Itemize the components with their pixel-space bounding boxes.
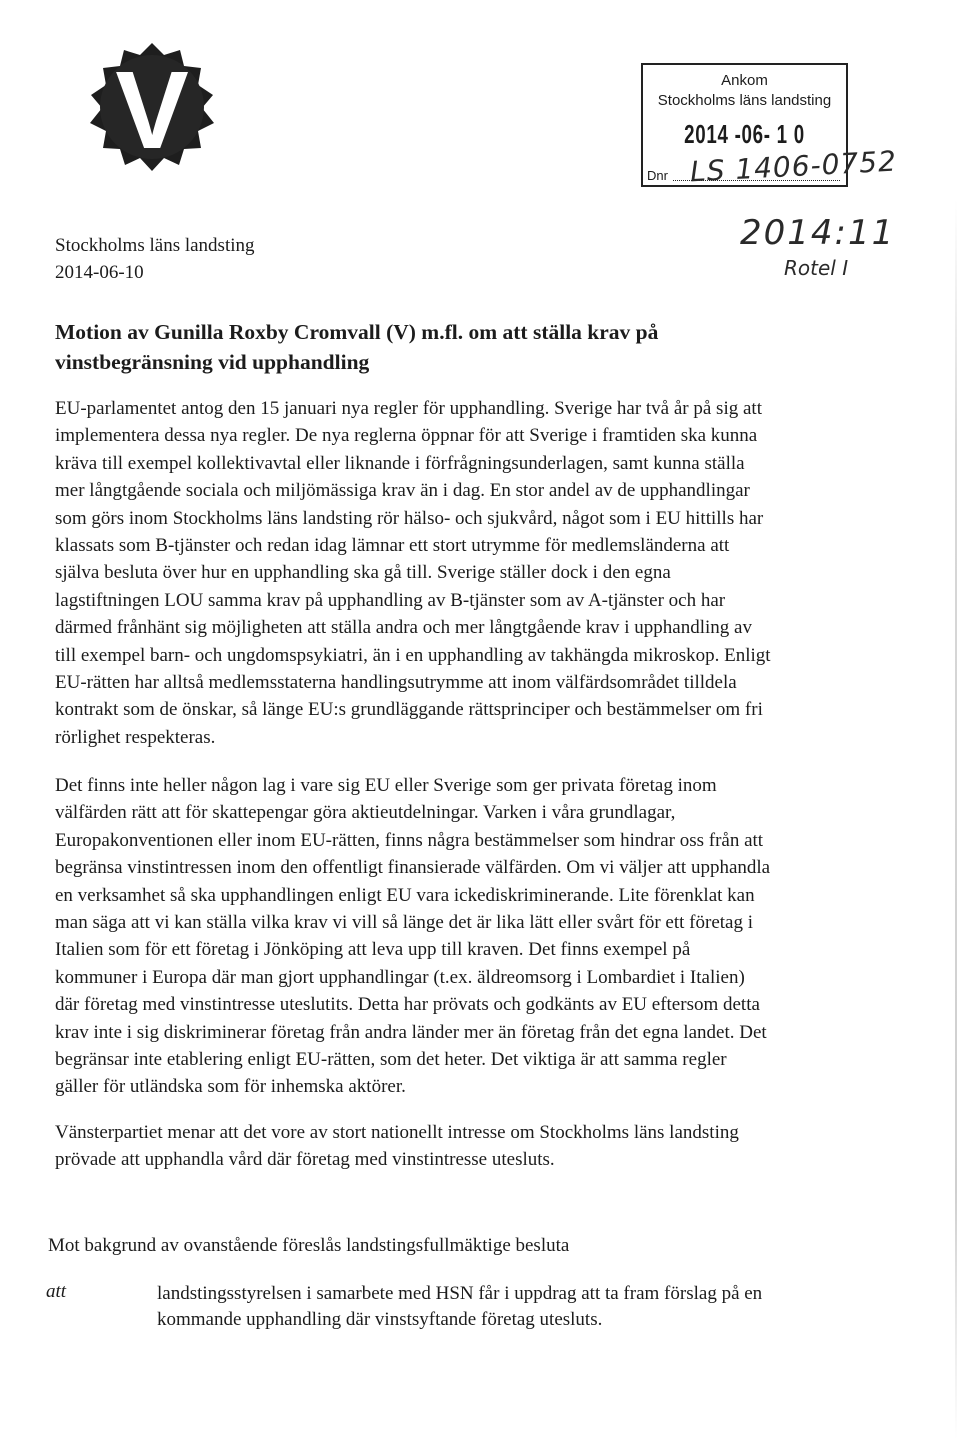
stamp-organization: Stockholms läns landsting bbox=[657, 92, 832, 109]
handwritten-reference: 2014:11 bbox=[740, 213, 896, 253]
text-line: Det finns inte heller någon lag i vare sig EU eller Sverige som ger privata företag inom bbox=[55, 775, 717, 796]
text-line: lagstiftningen LOU samma krav på upphandling av B-tjänster som av A-tjänster och har bbox=[55, 589, 726, 611]
proposal-intro: Mot bakgrund av ovanstående föreslås landstingsfullmäktige besluta bbox=[48, 1235, 570, 1256]
text-line: Europakonventionen eller inom EU-rätten, finns några bestämmelser som hindrar oss från att bbox=[55, 829, 764, 851]
text-line: själva besluta över hur en upphandling ska gå till. Sverige ställer dock i den egna bbox=[55, 562, 671, 584]
text-line: klassats som B-tjänster och redan idag lämnar ett stort utrymme för medlemsländerna att bbox=[55, 535, 730, 557]
proposal-text bbox=[157, 1281, 762, 1333]
text-line: en verksamhet så ska upphandlingen enligt EU vara ickediskriminerande. Lite förenklat kan bbox=[55, 884, 755, 906]
text-line: man säga att vi kan ställa vilka krav vi vill så länge det är lika lätt eller svårt för ett företag i bbox=[55, 912, 753, 934]
text-line: kontrakt som de önskar, så länge EU:s grundläggande rättsprinciper och bestämmelser om fri bbox=[55, 699, 763, 721]
text-line: EU-parlamentet antog den 15 januari nya regler för upphandling. Sverige har två år på sig att bbox=[55, 398, 762, 419]
motion-title-line: vinstbegränsning vid upphandling bbox=[55, 350, 370, 374]
text-line: till exempel barn- och ungdomspsykiatri, än i en upphandling av takhängda mikroskop. Enligt bbox=[55, 644, 771, 666]
handwritten-diary-number: LS 1406-0752 bbox=[689, 144, 898, 189]
text-line: implementera dessa nya regler. De nya reglerna öppnar för att Sverige i framtiden ska kunna bbox=[55, 425, 758, 447]
text-line: kommande upphandling där vinstsyftande företag utesluts. bbox=[157, 1309, 603, 1330]
vansterpartiet-logo bbox=[80, 40, 225, 180]
body-paragraph-2 bbox=[55, 772, 770, 1101]
text-line: kräva till exempel kollektivavtal eller liknande i förfrågningsunderlagen, samt kunna ställa bbox=[55, 452, 745, 474]
stamp-dnr-label: Dnr bbox=[647, 168, 668, 183]
text-line: kommuner i Europa där man gjort upphandlingar (t.ex. äldreomsorg i Lombardiet i Italien) bbox=[55, 966, 745, 988]
text-line: rörlighet respekteras. bbox=[55, 726, 216, 748]
text-line: gäller för utländska som för inhemska aktörer. bbox=[55, 1076, 406, 1098]
text-line: EU-rätten har alltså medlemsstaterna handlingsutrymme att inom välfärdsområdet tilldela bbox=[55, 672, 737, 694]
text-line: prövade att upphandla vård där företag med vinstintresse utesluts. bbox=[55, 1149, 555, 1171]
sender-organization: Stockholms läns landsting bbox=[55, 235, 255, 256]
text-line: krav inte i sig diskriminerar företag från andra länder mer än företag från det egna landet. Det bbox=[55, 1021, 767, 1043]
text-line: begränsa vinstintressen inom den offentligt finansierade välfärden. Om vi väljer att upphandla bbox=[55, 857, 771, 879]
text-line: Italien som för ett företag i Jönköping att leva upp till kraven. Det finns exempel på bbox=[55, 939, 691, 961]
text-line: Vänsterpartiet menar att det vore av stort nationellt intresse om Stockholms läns landsting bbox=[55, 1122, 739, 1143]
text-line: välfärden rätt att för skattepengar göra aktieutdelningar. Varken i våra grundlagar, bbox=[55, 802, 676, 824]
sender-block bbox=[55, 232, 255, 286]
text-line: därmed frånhänt sig möjligheten att ställa andra och mer långtgående krav i upphandling av bbox=[55, 617, 752, 639]
stamp-date: 2014 -06- 1 0 bbox=[684, 119, 805, 149]
text-line: mer långtgående sociala och miljömässiga krav än i dag. En stor andel av de upphandlingar bbox=[55, 480, 750, 502]
scan-edge-shadow bbox=[955, 200, 957, 1440]
body-paragraph-3 bbox=[55, 1119, 739, 1174]
logo-letter: V bbox=[115, 49, 189, 172]
stamp-received-label: Ankom bbox=[721, 72, 768, 89]
body-paragraph-1 bbox=[55, 395, 771, 751]
att-label: att bbox=[46, 1281, 67, 1302]
sender-date: 2014-06-10 bbox=[55, 262, 144, 283]
text-line: där företag med vinstintresse uteslutits. Detta har prövats och godkänts av EU eftersom detta bbox=[55, 994, 760, 1016]
handwritten-rotel-note: Rotel I bbox=[784, 256, 849, 280]
motion-title bbox=[55, 317, 658, 377]
text-line: begränsar inte etablering enligt EU-rätten, som det heter. Det viktiga är att samma regler bbox=[55, 1049, 727, 1071]
text-line: som görs inom Stockholms läns landsting rör hälso- och sjukvård, något som i EU hittills har bbox=[55, 507, 764, 529]
motion-title-line: Motion av Gunilla Roxby Cromvall (V) m.fl. om att ställa krav på bbox=[55, 320, 659, 344]
text-line: landstingsstyrelsen i samarbete med HSN får i uppdrag att ta fram förslag på en bbox=[157, 1283, 763, 1304]
